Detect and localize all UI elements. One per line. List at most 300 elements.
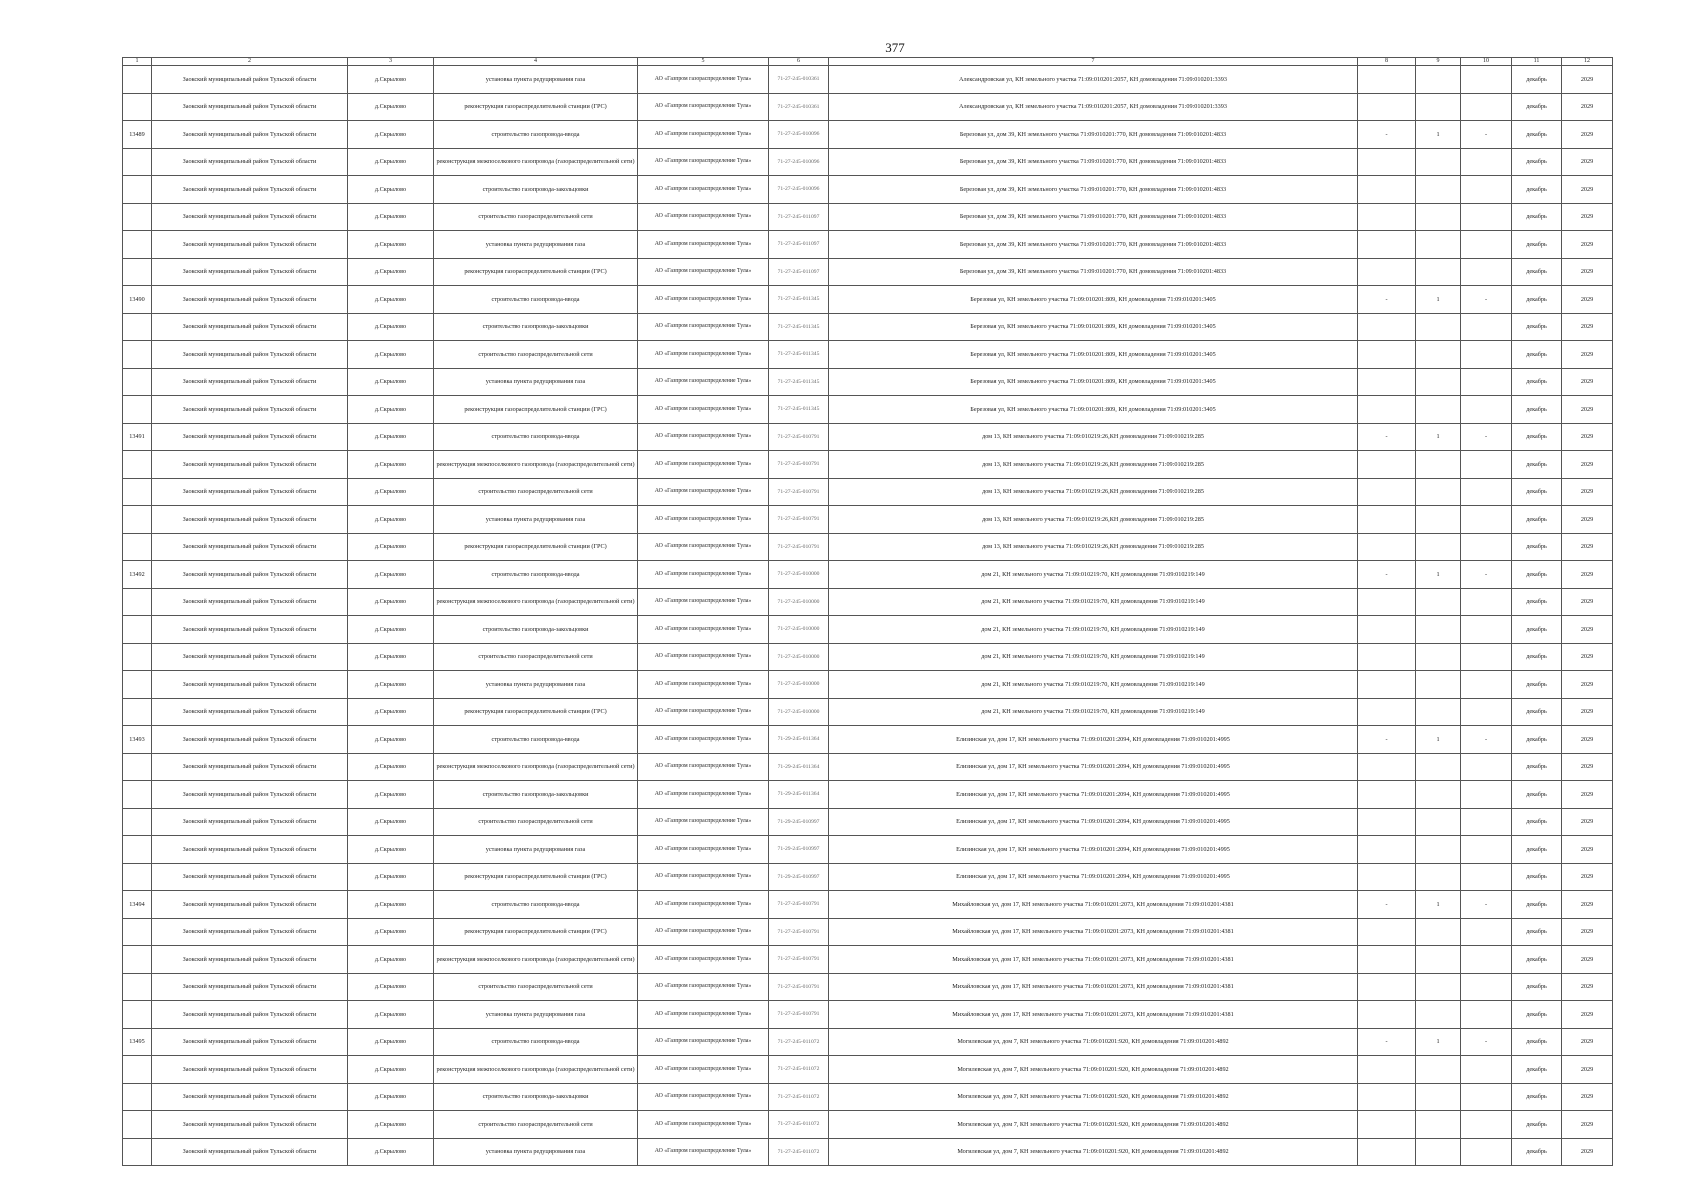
district-cell: Заокский муниципальный район Тульской области xyxy=(152,506,348,534)
address-cell: Могилевская ул, дом 7, КН земельного участка 71:09:010201:920, КН домовладения 71:09:010201:4892 xyxy=(829,1083,1358,1111)
table-row xyxy=(123,478,1613,506)
work-type-cell: строительство газораспределительной сети xyxy=(434,478,638,506)
address-cell: Могилевская ул, дом 7, КН земельного участка 71:09:010201:920, КН домовладения 71:09:010201:4892 xyxy=(829,1056,1358,1084)
month-cell: декабрь xyxy=(1512,121,1562,149)
column-header: 5 xyxy=(638,58,769,66)
col10-cell xyxy=(1461,946,1512,974)
col10-cell: - xyxy=(1461,121,1512,149)
address-cell: дом 21, КН земельного участка 71:09:010219:70, КН домовладения 71:09:010219:149 xyxy=(829,671,1358,699)
month-cell: декабрь xyxy=(1512,286,1562,314)
month-cell: декабрь xyxy=(1512,1001,1562,1029)
operator-cell: АО «Газпром газораспределение Тула» xyxy=(638,561,769,589)
table-row xyxy=(123,1028,1613,1056)
address-cell: Елизинская ул, дом 17, КН земельного участка 71:09:010201:2094, КН домовладения 71:09:010201:4995 xyxy=(829,753,1358,781)
col9-cell xyxy=(1416,478,1461,506)
col9-cell xyxy=(1416,176,1461,204)
year-cell: 2029 xyxy=(1562,588,1613,616)
object-code-cell: 71-27-245-010791 xyxy=(769,478,829,506)
col8-cell xyxy=(1358,533,1416,561)
operator-cell: АО «Газпром газораспределение Тула» xyxy=(638,203,769,231)
village-cell: д.Скрылово xyxy=(348,781,434,809)
object-code-cell: 71-27-245-010000 xyxy=(769,588,829,616)
row-number-cell xyxy=(123,93,152,121)
row-number-cell xyxy=(123,781,152,809)
work-type-cell: строительство газопровода-ввода xyxy=(434,121,638,149)
table-row xyxy=(123,533,1613,561)
month-cell: декабрь xyxy=(1512,753,1562,781)
year-cell: 2029 xyxy=(1562,753,1613,781)
column-header: 10 xyxy=(1461,58,1512,66)
object-code-cell: 71-29-245-011364 xyxy=(769,781,829,809)
year-cell: 2029 xyxy=(1562,973,1613,1001)
row-number-cell xyxy=(123,836,152,864)
work-type-cell: реконструкция межпоселкового газопровода (газораспределительной сети) xyxy=(434,588,638,616)
district-cell: Заокский муниципальный район Тульской области xyxy=(152,451,348,479)
operator-cell: АО «Газпром газораспределение Тула» xyxy=(638,313,769,341)
row-number-cell xyxy=(123,671,152,699)
district-cell: Заокский муниципальный район Тульской области xyxy=(152,313,348,341)
column-header: 6 xyxy=(769,58,829,66)
operator-cell: АО «Газпром газораспределение Тула» xyxy=(638,1001,769,1029)
row-number-cell xyxy=(123,588,152,616)
col10-cell xyxy=(1461,148,1512,176)
table-row xyxy=(123,66,1613,94)
col10-cell: - xyxy=(1461,423,1512,451)
village-cell: д.Скрылово xyxy=(348,1083,434,1111)
village-cell: д.Скрылово xyxy=(348,1001,434,1029)
operator-cell: АО «Газпром газораспределение Тула» xyxy=(638,836,769,864)
row-number-cell: 13490 xyxy=(123,286,152,314)
col9-cell xyxy=(1416,616,1461,644)
column-header: 1 xyxy=(123,58,152,66)
work-type-cell: реконструкция газораспределительной станции (ГРС) xyxy=(434,533,638,561)
col10-cell xyxy=(1461,753,1512,781)
row-number-cell: 13495 xyxy=(123,1028,152,1056)
work-type-cell: строительство газораспределительной сети xyxy=(434,1111,638,1139)
col10-cell xyxy=(1461,643,1512,671)
work-type-cell: реконструкция газораспределительной станции (ГРС) xyxy=(434,396,638,424)
village-cell: д.Скрылово xyxy=(348,973,434,1001)
table-row xyxy=(123,451,1613,479)
row-number-cell xyxy=(123,946,152,974)
work-type-cell: реконструкция межпоселкового газопровода (газораспределительной сети) xyxy=(434,451,638,479)
row-number-cell xyxy=(123,1111,152,1139)
work-type-cell: реконструкция газораспределительной станции (ГРС) xyxy=(434,698,638,726)
object-code-cell: 71-27-245-010000 xyxy=(769,643,829,671)
table-row xyxy=(123,121,1613,149)
work-type-cell: реконструкция газораспределительной станции (ГРС) xyxy=(434,918,638,946)
col10-cell xyxy=(1461,533,1512,561)
operator-cell: АО «Газпром газораспределение Тула» xyxy=(638,176,769,204)
district-cell: Заокский муниципальный район Тульской области xyxy=(152,286,348,314)
village-cell: д.Скрылово xyxy=(348,698,434,726)
operator-cell: АО «Газпром газораспределение Тула» xyxy=(638,423,769,451)
operator-cell: АО «Газпром газораспределение Тула» xyxy=(638,148,769,176)
year-cell: 2029 xyxy=(1562,616,1613,644)
col8-cell xyxy=(1358,781,1416,809)
col9-cell xyxy=(1416,753,1461,781)
district-cell: Заокский муниципальный район Тульской области xyxy=(152,891,348,919)
col9-cell xyxy=(1416,1056,1461,1084)
row-number-cell xyxy=(123,973,152,1001)
operator-cell: АО «Газпром газораспределение Тула» xyxy=(638,671,769,699)
district-cell: Заокский муниципальный район Тульской области xyxy=(152,93,348,121)
table-row xyxy=(123,808,1613,836)
work-type-cell: строительство газопровода-ввода xyxy=(434,561,638,589)
table-row xyxy=(123,506,1613,534)
year-cell: 2029 xyxy=(1562,891,1613,919)
col9-cell xyxy=(1416,588,1461,616)
col8-cell xyxy=(1358,946,1416,974)
district-cell: Заокский муниципальный район Тульской области xyxy=(152,203,348,231)
row-number-cell: 13491 xyxy=(123,423,152,451)
col10-cell: - xyxy=(1461,726,1512,754)
village-cell: д.Скрылово xyxy=(348,423,434,451)
month-cell: декабрь xyxy=(1512,1028,1562,1056)
object-code-cell: 71-27-245-010791 xyxy=(769,891,829,919)
month-cell: декабрь xyxy=(1512,698,1562,726)
year-cell: 2029 xyxy=(1562,808,1613,836)
district-cell: Заокский муниципальный район Тульской области xyxy=(152,1028,348,1056)
col9-cell xyxy=(1416,313,1461,341)
col10-cell xyxy=(1461,341,1512,369)
row-number-cell xyxy=(123,1083,152,1111)
col9-cell xyxy=(1416,1138,1461,1166)
col9-cell xyxy=(1416,808,1461,836)
col8-cell xyxy=(1358,1001,1416,1029)
object-code-cell: 71-27-245-011072 xyxy=(769,1056,829,1084)
district-cell: Заокский муниципальный район Тульской области xyxy=(152,973,348,1001)
work-type-cell: строительство газораспределительной сети xyxy=(434,808,638,836)
district-cell: Заокский муниципальный район Тульской области xyxy=(152,616,348,644)
address-cell: Березовая ул, дом 39, КН земельного участка 71:09:010201:770, КН домовладения 71:09:010201:4833 xyxy=(829,258,1358,286)
month-cell: декабрь xyxy=(1512,891,1562,919)
year-cell: 2029 xyxy=(1562,561,1613,589)
table-row xyxy=(123,1138,1613,1166)
month-cell: декабрь xyxy=(1512,341,1562,369)
table-row xyxy=(123,1001,1613,1029)
column-header: 9 xyxy=(1416,58,1461,66)
district-cell: Заокский муниципальный район Тульской области xyxy=(152,781,348,809)
year-cell: 2029 xyxy=(1562,93,1613,121)
work-type-cell: установка пункта редуцирования газа xyxy=(434,1138,638,1166)
address-cell: Березовая ул, КН земельного участка 71:09:010201:809, КН домовладения 71:09:010201:3405 xyxy=(829,368,1358,396)
district-cell: Заокский муниципальный район Тульской области xyxy=(152,863,348,891)
month-cell: декабрь xyxy=(1512,808,1562,836)
object-code-cell: 71-29-245-010997 xyxy=(769,836,829,864)
object-code-cell: 71-27-245-010791 xyxy=(769,506,829,534)
district-cell: Заокский муниципальный район Тульской области xyxy=(152,1111,348,1139)
operator-cell: АО «Газпром газораспределение Тула» xyxy=(638,946,769,974)
operator-cell: АО «Газпром газораспределение Тула» xyxy=(638,1028,769,1056)
operator-cell: АО «Газпром газораспределение Тула» xyxy=(638,588,769,616)
village-cell: д.Скрылово xyxy=(348,506,434,534)
work-type-cell: строительство газопровода-закольцовки xyxy=(434,313,638,341)
table-row xyxy=(123,918,1613,946)
table-row xyxy=(123,616,1613,644)
table-row xyxy=(123,148,1613,176)
village-cell: д.Скрылово xyxy=(348,66,434,94)
col10-cell xyxy=(1461,93,1512,121)
row-number-cell xyxy=(123,176,152,204)
col8-cell xyxy=(1358,1056,1416,1084)
col10-cell xyxy=(1461,1001,1512,1029)
work-type-cell: строительство газораспределительной сети xyxy=(434,973,638,1001)
village-cell: д.Скрылово xyxy=(348,148,434,176)
village-cell: д.Скрылово xyxy=(348,121,434,149)
object-code-cell: 71-27-245-011072 xyxy=(769,1028,829,1056)
col8-cell xyxy=(1358,1138,1416,1166)
col8-cell xyxy=(1358,396,1416,424)
village-cell: д.Скрылово xyxy=(348,231,434,259)
year-cell: 2029 xyxy=(1562,781,1613,809)
district-cell: Заокский муниципальный район Тульской области xyxy=(152,726,348,754)
operator-cell: АО «Газпром газораспределение Тула» xyxy=(638,533,769,561)
row-number-cell xyxy=(123,616,152,644)
year-cell: 2029 xyxy=(1562,176,1613,204)
district-cell: Заокский муниципальный район Тульской области xyxy=(152,561,348,589)
col10-cell xyxy=(1461,1138,1512,1166)
row-number-cell xyxy=(123,396,152,424)
col8-cell xyxy=(1358,698,1416,726)
table-row xyxy=(123,93,1613,121)
table-row xyxy=(123,753,1613,781)
village-cell: д.Скрылово xyxy=(348,726,434,754)
col10-cell xyxy=(1461,506,1512,534)
table-row xyxy=(123,946,1613,974)
operator-cell: АО «Газпром газораспределение Тула» xyxy=(638,396,769,424)
row-number-cell xyxy=(123,863,152,891)
col8-cell xyxy=(1358,643,1416,671)
year-cell: 2029 xyxy=(1562,671,1613,699)
object-code-cell: 71-29-245-010997 xyxy=(769,863,829,891)
object-code-cell: 71-27-245-011345 xyxy=(769,368,829,396)
object-code-cell: 71-27-245-010096 xyxy=(769,148,829,176)
address-cell: Михайловская ул, дом 17, КН земельного участка 71:09:010201:2073, КН домовладения 71:09:010201:4381 xyxy=(829,891,1358,919)
row-number-cell xyxy=(123,258,152,286)
col8-cell xyxy=(1358,588,1416,616)
year-cell: 2029 xyxy=(1562,478,1613,506)
column-number-row xyxy=(123,58,1613,66)
month-cell: декабрь xyxy=(1512,506,1562,534)
month-cell: декабрь xyxy=(1512,671,1562,699)
operator-cell: АО «Газпром газораспределение Тула» xyxy=(638,1056,769,1084)
col8-cell xyxy=(1358,451,1416,479)
village-cell: д.Скрылово xyxy=(348,478,434,506)
col10-cell xyxy=(1461,451,1512,479)
year-cell: 2029 xyxy=(1562,1001,1613,1029)
table-row xyxy=(123,836,1613,864)
col10-cell xyxy=(1461,368,1512,396)
row-number-cell: 13494 xyxy=(123,891,152,919)
year-cell: 2029 xyxy=(1562,863,1613,891)
col10-cell xyxy=(1461,808,1512,836)
object-code-cell: 71-27-245-011072 xyxy=(769,1083,829,1111)
object-code-cell: 71-27-245-010791 xyxy=(769,451,829,479)
col9-cell xyxy=(1416,533,1461,561)
table-row xyxy=(123,863,1613,891)
year-cell: 2029 xyxy=(1562,1138,1613,1166)
row-number-cell xyxy=(123,506,152,534)
month-cell: декабрь xyxy=(1512,588,1562,616)
work-type-cell: реконструкция межпоселкового газопровода (газораспределительной сети) xyxy=(434,753,638,781)
column-header: 3 xyxy=(348,58,434,66)
address-cell: Могилевская ул, дом 7, КН земельного участка 71:09:010201:920, КН домовладения 71:09:010201:4892 xyxy=(829,1138,1358,1166)
col10-cell xyxy=(1461,66,1512,94)
year-cell: 2029 xyxy=(1562,533,1613,561)
address-cell: Березовая ул, дом 39, КН земельного участка 71:09:010201:770, КН домовладения 71:09:010201:4833 xyxy=(829,148,1358,176)
object-code-cell: 71-27-245-011097 xyxy=(769,203,829,231)
col8-cell xyxy=(1358,368,1416,396)
village-cell: д.Скрылово xyxy=(348,533,434,561)
address-cell: Березовая ул, КН земельного участка 71:09:010201:809, КН домовладения 71:09:010201:3405 xyxy=(829,313,1358,341)
work-type-cell: строительство газопровода-закольцовки xyxy=(434,781,638,809)
table-row xyxy=(123,561,1613,589)
month-cell: декабрь xyxy=(1512,561,1562,589)
col9-cell xyxy=(1416,1083,1461,1111)
col10-cell xyxy=(1461,698,1512,726)
page-number: 377 xyxy=(885,40,905,55)
col8-cell xyxy=(1358,808,1416,836)
work-type-cell: строительство газораспределительной сети xyxy=(434,341,638,369)
col10-cell xyxy=(1461,313,1512,341)
col10-cell xyxy=(1461,616,1512,644)
district-cell: Заокский муниципальный район Тульской области xyxy=(152,698,348,726)
col10-cell xyxy=(1461,671,1512,699)
col9-cell: 1 xyxy=(1416,121,1461,149)
month-cell: декабрь xyxy=(1512,423,1562,451)
village-cell: д.Скрылово xyxy=(348,753,434,781)
address-cell: Елизинская ул, дом 17, КН земельного участка 71:09:010201:2094, КН домовладения 71:09:010201:4995 xyxy=(829,836,1358,864)
month-cell: декабрь xyxy=(1512,643,1562,671)
col9-cell: 1 xyxy=(1416,1028,1461,1056)
district-cell: Заокский муниципальный район Тульской области xyxy=(152,258,348,286)
month-cell: декабрь xyxy=(1512,176,1562,204)
village-cell: д.Скрылово xyxy=(348,616,434,644)
year-cell: 2029 xyxy=(1562,258,1613,286)
col8-cell xyxy=(1358,478,1416,506)
month-cell: декабрь xyxy=(1512,231,1562,259)
col10-cell xyxy=(1461,176,1512,204)
col8-cell: - xyxy=(1358,1028,1416,1056)
month-cell: декабрь xyxy=(1512,1111,1562,1139)
col8-cell: - xyxy=(1358,286,1416,314)
village-cell: д.Скрылово xyxy=(348,671,434,699)
work-type-cell: строительство газопровода-закольцовки xyxy=(434,1083,638,1111)
work-type-cell: реконструкция межпоселкового газопровода (газораспределительной сети) xyxy=(434,1056,638,1084)
col10-cell xyxy=(1461,588,1512,616)
col8-cell xyxy=(1358,506,1416,534)
year-cell: 2029 xyxy=(1562,836,1613,864)
col8-cell: - xyxy=(1358,121,1416,149)
work-type-cell: строительство газопровода-закольцовки xyxy=(434,176,638,204)
col10-cell xyxy=(1461,258,1512,286)
year-cell: 2029 xyxy=(1562,148,1613,176)
object-code-cell: 71-27-245-011072 xyxy=(769,1138,829,1166)
work-type-cell: установка пункта редуцирования газа xyxy=(434,1001,638,1029)
village-cell: д.Скрылово xyxy=(348,1028,434,1056)
operator-cell: АО «Газпром газораспределение Тула» xyxy=(638,643,769,671)
row-number-cell xyxy=(123,148,152,176)
village-cell: д.Скрылово xyxy=(348,451,434,479)
address-cell: Михайловская ул, дом 17, КН земельного участка 71:09:010201:2073, КН домовладения 71:09:010201:4381 xyxy=(829,973,1358,1001)
village-cell: д.Скрылово xyxy=(348,396,434,424)
operator-cell: АО «Газпром газораспределение Тула» xyxy=(638,368,769,396)
table-row xyxy=(123,891,1613,919)
month-cell: декабрь xyxy=(1512,946,1562,974)
village-cell: д.Скрылово xyxy=(348,891,434,919)
address-cell: Александровская ул, КН земельного участка 71:09:010201:2057, КН домовладения 71:09:010201:3393 xyxy=(829,66,1358,94)
month-cell: декабрь xyxy=(1512,258,1562,286)
district-cell: Заокский муниципальный район Тульской области xyxy=(152,533,348,561)
table-row xyxy=(123,176,1613,204)
col10-cell: - xyxy=(1461,286,1512,314)
work-type-cell: реконструкция газораспределительной станции (ГРС) xyxy=(434,258,638,286)
year-cell: 2029 xyxy=(1562,341,1613,369)
month-cell: декабрь xyxy=(1512,1138,1562,1166)
address-cell: Елизинская ул, дом 17, КН земельного участка 71:09:010201:2094, КН домовладения 71:09:010201:4995 xyxy=(829,808,1358,836)
row-number-cell xyxy=(123,698,152,726)
table-row xyxy=(123,396,1613,424)
district-cell: Заокский муниципальный район Тульской области xyxy=(152,1001,348,1029)
row-number-cell xyxy=(123,478,152,506)
year-cell: 2029 xyxy=(1562,918,1613,946)
table-row xyxy=(123,1111,1613,1139)
object-code-cell: 71-29-245-010997 xyxy=(769,808,829,836)
col9-cell: 1 xyxy=(1416,891,1461,919)
col8-cell: - xyxy=(1358,561,1416,589)
year-cell: 2029 xyxy=(1562,506,1613,534)
work-type-cell: строительство газопровода-ввода xyxy=(434,1028,638,1056)
address-cell: Елизинская ул, дом 17, КН земельного участка 71:09:010201:2094, КН домовладения 71:09:010201:4995 xyxy=(829,863,1358,891)
village-cell: д.Скрылово xyxy=(348,1111,434,1139)
month-cell: декабрь xyxy=(1512,781,1562,809)
operator-cell: АО «Газпром газораспределение Тула» xyxy=(638,891,769,919)
object-code-cell: 71-27-245-011345 xyxy=(769,286,829,314)
col8-cell: - xyxy=(1358,423,1416,451)
work-type-cell: установка пункта редуцирования газа xyxy=(434,506,638,534)
work-type-cell: реконструкция газораспределительной станции (ГРС) xyxy=(434,863,638,891)
work-type-cell: строительство газопровода-ввода xyxy=(434,423,638,451)
address-cell: дом 13, КН земельного участка 71:09:010219:26,КН домовладения 71:09:010219:285 xyxy=(829,533,1358,561)
district-cell: Заокский муниципальный район Тульской области xyxy=(152,396,348,424)
col10-cell xyxy=(1461,203,1512,231)
district-cell: Заокский муниципальный район Тульской области xyxy=(152,121,348,149)
table-row xyxy=(123,231,1613,259)
district-cell: Заокский муниципальный район Тульской области xyxy=(152,176,348,204)
col10-cell: - xyxy=(1461,891,1512,919)
col10-cell: - xyxy=(1461,1028,1512,1056)
month-cell: декабрь xyxy=(1512,203,1562,231)
col8-cell xyxy=(1358,93,1416,121)
month-cell: декабрь xyxy=(1512,368,1562,396)
year-cell: 2029 xyxy=(1562,423,1613,451)
work-type-cell: строительство газопровода-ввода xyxy=(434,891,638,919)
object-code-cell: 71-27-245-010791 xyxy=(769,946,829,974)
col10-cell xyxy=(1461,396,1512,424)
row-number-cell xyxy=(123,313,152,341)
table-row xyxy=(123,671,1613,699)
district-cell: Заокский муниципальный район Тульской области xyxy=(152,1056,348,1084)
col10-cell xyxy=(1461,478,1512,506)
col9-cell: 1 xyxy=(1416,423,1461,451)
village-cell: д.Скрылово xyxy=(348,946,434,974)
table-row xyxy=(123,368,1613,396)
row-number-cell xyxy=(123,451,152,479)
address-cell: дом 21, КН земельного участка 71:09:010219:70, КН домовладения 71:09:010219:149 xyxy=(829,561,1358,589)
object-code-cell: 71-27-245-010791 xyxy=(769,918,829,946)
work-type-cell: установка пункта редуцирования газа xyxy=(434,231,638,259)
